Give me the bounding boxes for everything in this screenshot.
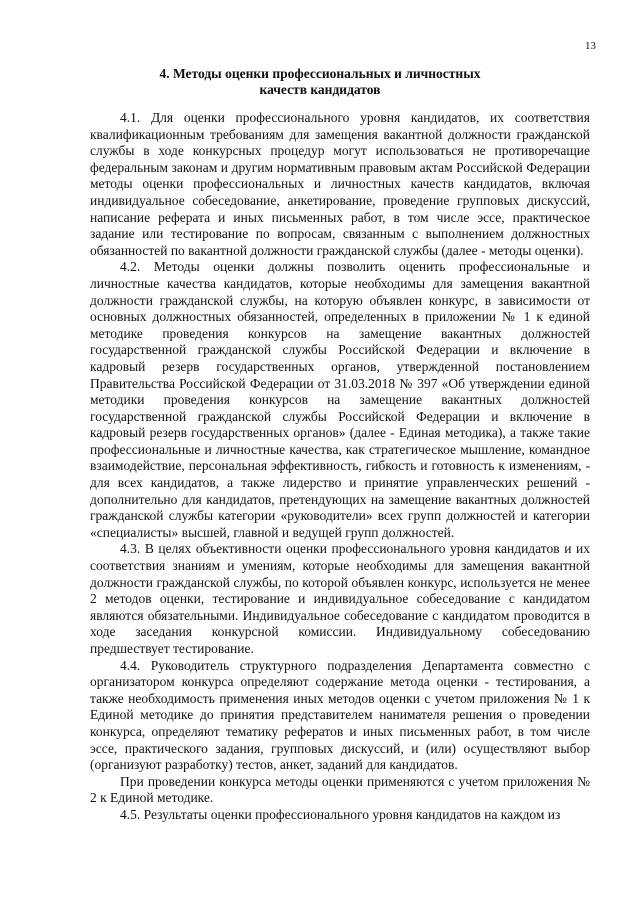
page-number: 13 — [585, 40, 596, 52]
document-body — [90, 110, 590, 824]
paragraph-4-5: 4.5. Результаты оценки профессионального уровня кандидатов на каждом из — [120, 806, 561, 822]
paragraph-4-4: 4.4. Руководитель структурного подразделения Департамента совместно с организатором конкурса определяют содержание метода оценки - тестирования, а также необходимость применения иных методов оценки с учетом приложения № 1 к Единой методике до принятия представителем нанимателя решения о проведении конкурса, определяют тематику рефератов и иных письменных работ, в том числе эссе, практического задания, групповых дискуссий, и (или) осуществляют выбор (организуют разработку) тестов, анкет, заданий для кандидатов. — [90, 657, 590, 773]
paragraph-4-2: 4.2. Методы оценки должны позволить оценить профессиональные и личностные качества кандидатов, которые необходимы для замещения вакантной должности гражданской службы, на которую объявлен конкурс, в зависимости от основных должностных обязанностей, определенных в приложении № 1 к единой методике проведения конкурсов на замещение вакантных должностей государственной гражданской службы Российской Федерации и включение в кадровый резерв государственных органов, утвержденной постановлением Правительства Российской Федерации от 31.03.2018 № 397 «Об утверждении единой методики проведения конкурсов на замещение вакантных должностей государственной гражданской службы Российской Федерации и включение в кадровый резерв государственных органов» (далее - Единая методика), а также такие профессиональные и личностные качества, как стратегическое мышление, командное взаимодействие, персональная эффективность, гибкость и готовность к изменениям, - для всех кандидатов, а также лидерство и принятие управленческих решений - дополнительно для кандидатов, претендующих на замещение вакантных должностей гражданской службы категории «руководители» всех групп должностей и категории «специалисты» высшей, главной и ведущей групп должностей. — [90, 259, 590, 540]
section-heading — [0, 66, 640, 98]
section-heading-line-2: качеств кандидатов — [259, 82, 381, 97]
paragraph-4-3: 4.3. В целях объективности оценки профессионального уровня кандидатов и их соответствия знаниям и умениям, которые необходимы для замещения вакантной должности гражданской службы, по которой объявлен конкурс, используется не менее 2 методов оценки, тестирование и индивидуальное собеседование с кандидатом являются обязательными. Индивидуальное собеседование с кандидатом проводится в ходе заседания конкурсной комиссии. Индивидуальному собеседованию предшествует тестирование. — [90, 541, 590, 656]
paragraph-4-1: 4.1. Для оценки профессионального уровня кандидатов, их соответствия квалификационным требованиям для замещения вакантной должности гражданской службы в ходе конкурсных процедур могут использоваться не противоречащие федеральным законам и другим нормативным правовым актам Российской Федерации методы оценки профессиональных и личностных качеств кандидатов, включая индивидуальное собеседование, анкетирование, проведение групповых дискуссий, написание реферата и иных письменных работ, в том числе эссе, практическое задание или тестирование по вопросам, связанным с выполнением должностных обязанностей по вакантной должности гражданской службы (далее - методы оценки). — [90, 110, 590, 258]
paragraph-4-4-note: При проведении конкурса методы оценки применяются с учетом приложения № 2 к Единой методике. — [90, 773, 590, 806]
section-heading-line-1: 4. Методы оценки профессиональных и личностных — [159, 66, 481, 81]
